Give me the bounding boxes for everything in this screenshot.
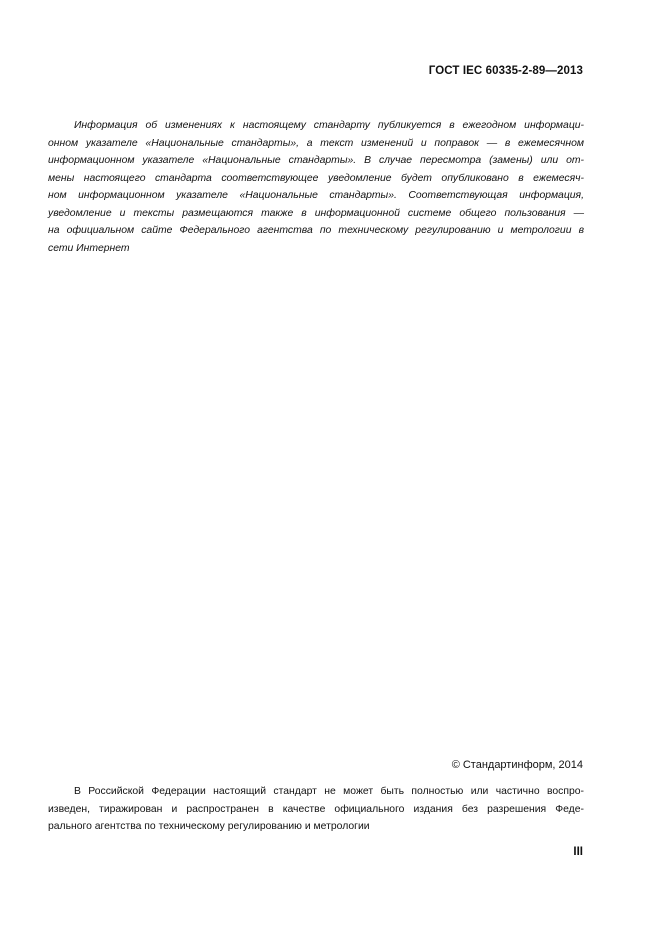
paragraph-line: сети Интернет [48, 242, 130, 254]
amendment-info-paragraph [48, 117, 584, 257]
paragraph-line: мены настоящего стандарта соответствующее уведомление будет опубликовано в ежемесяч- [48, 172, 584, 184]
paragraph-line: ном информационном указателе «Национальные стандарты». Соответствующая информация, [48, 190, 584, 201]
paragraph-line: онном указателе «Национальные стандарты», а текст изменений и поправок — в ежемесячном [48, 137, 584, 149]
paragraph-line: уведомление и тексты размещаются также в информационной системе общего пользования — [48, 207, 584, 219]
reproduction-notice-paragraph [48, 783, 584, 836]
document-code-header: ГОСТ IEC 60335-2-89—2013 [428, 65, 583, 77]
paragraph-line: рального агентства по техническому регулированию и метрологии [48, 821, 370, 832]
paragraph-line: изведен, тиражирован и распространен в качестве официального издания без разрешения Феде- [48, 803, 584, 815]
paragraph-line: Информация об изменениях к настоящему стандарту публикуется в ежегодном информаци- [74, 120, 584, 131]
paragraph-line: В Российской Федерации настоящий стандарт не может быть полностью или частично воспро- [74, 786, 584, 797]
copyright-notice: © Стандартинформ, 2014 [451, 759, 583, 771]
paragraph-line: на официальном сайте Федерального агентства по техническому регулированию и метрологии в [48, 225, 584, 236]
page-number: III [573, 846, 583, 858]
paragraph-line: информационном указателе «Национальные стандарты». В случае пересмотра (замены) или от- [48, 155, 584, 166]
